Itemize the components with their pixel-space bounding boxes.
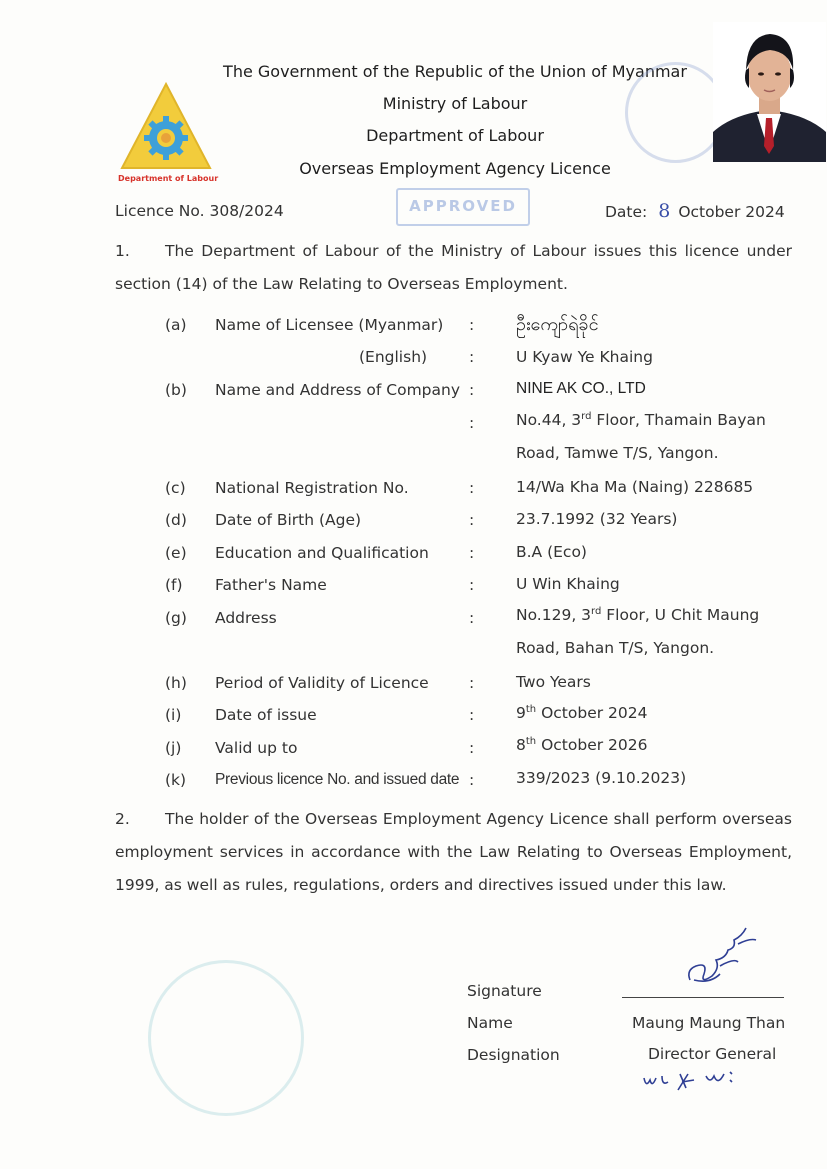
signature-label: Signature: [467, 982, 542, 1000]
handwritten-initials: [640, 1066, 750, 1096]
item-b-colon: :: [469, 381, 475, 399]
item-g-label: Address: [215, 609, 277, 627]
company-address-line-1: [516, 411, 766, 429]
item-a-label: Name of Licensee (Myanmar): [215, 316, 444, 334]
paragraph-2: [115, 803, 792, 902]
government-title: The Government of the Republic of the Union of Myanmar: [223, 62, 687, 81]
fathers-name: U Win Khaing: [516, 575, 620, 593]
licensee-address-part: Floor, U Chit Maung: [601, 606, 760, 624]
valid-up-to: [516, 736, 647, 754]
date-label: Date:: [605, 203, 648, 221]
date-month-year: October 2024: [678, 203, 785, 221]
national-registration-no: 14/Wa Kha Ma (Naing) 228685: [516, 478, 754, 496]
valid-month-year: October 2026: [536, 736, 648, 754]
item-k-letter: (k): [165, 771, 187, 789]
item-b-label: Name and Address of Company: [215, 381, 461, 399]
paragraph-1: [115, 235, 792, 301]
item-h-label: Period of Validity of Licence: [215, 674, 429, 692]
item-a-english-label: (English): [359, 348, 428, 366]
issue-month-year: October 2024: [536, 704, 648, 722]
department-title: Department of Labour: [366, 126, 544, 145]
item-e-label: Education and Qualification: [215, 544, 429, 562]
item-h-colon: :: [469, 674, 475, 692]
licensee-address-line-1: [516, 606, 759, 624]
item-i-colon: :: [469, 706, 475, 724]
company-address-sup: rd: [581, 411, 592, 422]
issue-day-sup: th: [525, 704, 537, 715]
item-f-colon: :: [469, 576, 475, 594]
item-j-letter: (j): [165, 739, 182, 757]
logo-caption: Department of Labour: [118, 174, 219, 183]
date-of-birth: 23.7.1992 (32 Years): [516, 510, 678, 528]
item-d-colon: :: [469, 511, 475, 529]
item-g-letter: (g): [165, 609, 187, 627]
item-j-colon: :: [469, 739, 475, 757]
licensee-photo: [713, 22, 826, 162]
signature-line: [622, 997, 784, 998]
previous-licence: 339/2023 (9.10.2023): [516, 769, 687, 787]
paragraph-2-number: 2.: [115, 810, 130, 828]
item-a-letter: (a): [165, 316, 187, 334]
signatory-designation: Director General: [648, 1045, 777, 1063]
item-k-colon: :: [469, 771, 475, 789]
official-seal-stamp: [625, 62, 726, 163]
licensee-name-english: U Kyaw Ye Khaing: [516, 348, 653, 366]
item-c-letter: (c): [165, 479, 186, 497]
item-b-address-colon: :: [469, 414, 475, 432]
item-d-label: Date of Birth (Age): [215, 511, 362, 529]
licensee-address-sup: rd: [591, 606, 602, 617]
designation-label: Designation: [467, 1046, 560, 1064]
licence-type-title: Overseas Employment Agency Licence: [299, 159, 611, 178]
item-f-letter: (f): [165, 576, 183, 594]
date-day-handwritten: 8: [658, 200, 671, 222]
item-e-colon: :: [469, 544, 475, 562]
name-label: Name: [467, 1014, 513, 1032]
item-a-english-colon: :: [469, 348, 475, 366]
education: B.A (Eco): [516, 543, 587, 561]
item-d-letter: (d): [165, 511, 187, 529]
licensee-name-myanmar: ဦးကျော်ရဲခိုင်: [516, 314, 599, 335]
licence-number: Licence No. 308/2024: [115, 202, 284, 220]
item-k-label: Previous licence No. and issued date: [215, 771, 460, 788]
ministry-title: Ministry of Labour: [382, 94, 528, 113]
item-j-label: Valid up to: [215, 739, 298, 757]
item-c-label: National Registration No.: [215, 479, 409, 497]
validity-period: Two Years: [516, 673, 591, 691]
valid-day: 8: [516, 736, 526, 754]
handwritten-signature: [680, 918, 770, 998]
item-f-label: Father's Name: [215, 576, 327, 594]
paragraph-1-number: 1.: [115, 242, 130, 260]
item-h-letter: (h): [165, 674, 187, 692]
approved-stamp: APPROVED: [396, 188, 530, 226]
department-seal-stamp: [148, 960, 304, 1116]
paragraph-2-text: The holder of the Overseas Employment Agency Licence shall perform overseas employment services in accordance with the Law Relating to Overseas Employment, 1999, as well as rules, regulations, orders and directives issued under this law.: [115, 810, 792, 894]
signatory-name: Maung Maung Than: [632, 1014, 786, 1032]
company-address-line-2: Road, Tamwe T/S, Yangon.: [516, 444, 719, 462]
company-address-part: No.44, 3: [516, 411, 582, 429]
licence-date: [605, 200, 785, 222]
item-a-colon: :: [469, 316, 475, 334]
paragraph-1-text: The Department of Labour of the Ministry of Labour issues this licence under section (14) of the Law Relating to Overseas Employment.: [115, 242, 792, 293]
date-of-issue: [516, 704, 647, 722]
licensee-address-line-2: Road, Bahan T/S, Yangon.: [516, 639, 715, 657]
item-e-letter: (e): [165, 544, 187, 562]
item-i-label: Date of issue: [215, 706, 317, 724]
item-b-letter: (b): [165, 381, 187, 399]
company-name: NINE AK CO., LTD: [516, 380, 646, 397]
item-c-colon: :: [469, 479, 475, 497]
valid-day-sup: th: [525, 736, 537, 747]
licensee-address-part: No.129, 3: [516, 606, 592, 624]
item-g-colon: :: [469, 609, 475, 627]
item-i-letter: (i): [165, 706, 182, 724]
company-address-part: Floor, Thamain Bayan: [591, 411, 766, 429]
issue-day: 9: [516, 704, 526, 722]
